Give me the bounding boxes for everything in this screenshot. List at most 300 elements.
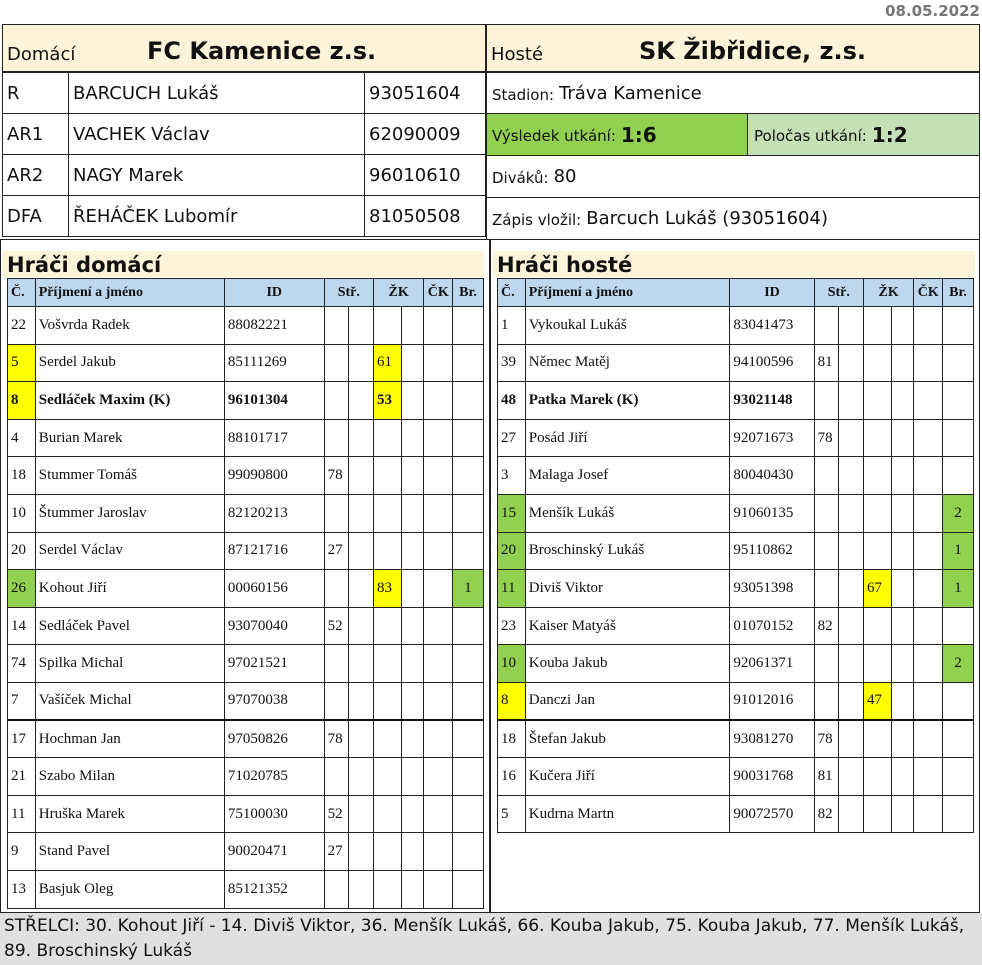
goals-count (453, 795, 484, 833)
red-card-minute (424, 645, 453, 683)
players-header-row (8, 279, 484, 307)
player-row (8, 607, 484, 645)
player-number: 14 (8, 607, 36, 645)
yellow-card-minute (863, 382, 891, 420)
player-id: 97021521 (224, 645, 324, 683)
player-row (8, 494, 484, 532)
player-id: 90020471 (224, 833, 324, 871)
substitution-minute: 82 (814, 795, 839, 833)
substitution-extra (349, 682, 374, 720)
substitution-minute: 81 (814, 758, 839, 796)
red-card-minute (424, 532, 453, 570)
substitution-minute: 78 (324, 457, 349, 495)
yellow-card-extra (401, 457, 424, 495)
player-row (498, 758, 974, 796)
player-name: Hruška Marek (35, 795, 224, 833)
substitution-extra (349, 457, 374, 495)
player-number: 22 (8, 307, 36, 345)
goals-count (453, 494, 484, 532)
player-name: Stand Pavel (35, 833, 224, 871)
player-id: 82120213 (224, 494, 324, 532)
result-row (486, 114, 980, 156)
goals-count (943, 344, 974, 382)
goals-count (453, 720, 484, 758)
red-card-minute (424, 457, 453, 495)
player-name: Kouba Jakub (525, 645, 730, 683)
column-header: ČK (914, 279, 943, 307)
player-number: 26 (8, 570, 36, 608)
player-id: 97070038 (224, 682, 324, 720)
player-name: Sedláček Maxim (K) (35, 382, 224, 420)
stadium-value: Tráva Kamenice (559, 82, 702, 104)
substitution-extra (349, 344, 374, 382)
player-number: 1 (498, 307, 526, 345)
goals-count (453, 645, 484, 683)
substitution-extra (839, 720, 864, 758)
substitution-extra (349, 607, 374, 645)
yellow-card-extra (401, 494, 424, 532)
player-row (498, 645, 974, 683)
yellow-card-minute (863, 758, 891, 796)
column-header: ČK (424, 279, 453, 307)
red-card-minute (914, 382, 943, 420)
player-number: 10 (8, 494, 36, 532)
yellow-card-minute (373, 307, 401, 345)
yellow-card-minute (863, 457, 891, 495)
away-players-table (497, 278, 974, 833)
goals-count (943, 758, 974, 796)
substitution-extra (839, 645, 864, 683)
stadium-row (486, 72, 980, 114)
yellow-card-extra (401, 758, 424, 796)
player-name: Štefan Jakub (525, 720, 730, 758)
yellow-card-minute (863, 344, 891, 382)
substitution-extra (349, 382, 374, 420)
substitution-extra (839, 494, 864, 532)
yellow-card-extra (401, 645, 424, 683)
player-id: 90031768 (730, 758, 814, 796)
player-number: 20 (8, 532, 36, 570)
home-players-title: Hráči domácí (3, 251, 484, 277)
official-name: ŘEHÁČEK Lubomír (69, 196, 365, 237)
yellow-card-minute: 83 (373, 570, 401, 608)
player-number: 48 (498, 382, 526, 420)
home-team-name: FC Kamenice z.s. (147, 37, 377, 65)
result-cell (487, 114, 748, 155)
home-team-header (2, 24, 486, 72)
official-name: BARCUCH Lukáš (69, 73, 365, 114)
player-number: 18 (8, 457, 36, 495)
goals-count (943, 419, 974, 457)
substitution-extra (839, 682, 864, 720)
player-id: 92071673 (730, 419, 814, 457)
goals-count (943, 795, 974, 833)
substitution-extra (349, 720, 374, 758)
red-card-minute (424, 870, 453, 908)
yellow-card-extra (891, 307, 914, 345)
column-header: ID (224, 279, 324, 307)
officials-table (2, 72, 486, 237)
red-card-minute (914, 607, 943, 645)
yellow-card-extra (891, 382, 914, 420)
player-name: Hochman Jan (35, 720, 224, 758)
player-id: 93081270 (730, 720, 814, 758)
official-id: 81050508 (365, 196, 486, 237)
player-name: Serdel Jakub (35, 344, 224, 382)
substitution-minute: 82 (814, 607, 839, 645)
column-header: Příjmení a jméno (525, 279, 730, 307)
player-name: Kaiser Matyáš (525, 607, 730, 645)
player-name: Patka Marek (K) (525, 382, 730, 420)
substitution-minute: 52 (324, 607, 349, 645)
player-row (8, 382, 484, 420)
substitution-minute (324, 682, 349, 720)
yellow-card-extra (401, 419, 424, 457)
player-id: 75100030 (224, 795, 324, 833)
yellow-card-extra (891, 720, 914, 758)
red-card-minute (914, 758, 943, 796)
player-number: 20 (498, 532, 526, 570)
yellow-card-extra (891, 419, 914, 457)
player-row (498, 795, 974, 833)
substitution-minute (814, 570, 839, 608)
substitution-extra (349, 870, 374, 908)
player-id: 01070152 (730, 607, 814, 645)
player-row (8, 570, 484, 608)
player-row (498, 720, 974, 758)
yellow-card-minute (373, 795, 401, 833)
goals-count (453, 382, 484, 420)
red-card-minute (914, 795, 943, 833)
column-header: Č. (498, 279, 526, 307)
home-label: Domácí (7, 43, 76, 65)
goals-count: 1 (453, 570, 484, 608)
goals-count: 1 (943, 532, 974, 570)
substitution-extra (839, 419, 864, 457)
player-name: Basjuk Oleg (35, 870, 224, 908)
player-row (8, 457, 484, 495)
substitution-minute (324, 382, 349, 420)
yellow-card-minute (863, 307, 891, 345)
player-number: 39 (498, 344, 526, 382)
yellow-card-extra (891, 494, 914, 532)
yellow-card-extra (401, 344, 424, 382)
yellow-card-extra (401, 570, 424, 608)
yellow-card-extra (891, 682, 914, 720)
substitution-minute: 78 (814, 720, 839, 758)
official-role: R (3, 73, 69, 114)
goals-count (453, 532, 484, 570)
red-card-minute (424, 494, 453, 532)
official-role: AR1 (3, 114, 69, 155)
yellow-card-minute (373, 607, 401, 645)
player-id: 80040430 (730, 457, 814, 495)
goals-count (943, 307, 974, 345)
match-date: 08.05.2022 (885, 2, 980, 20)
red-card-minute (914, 307, 943, 345)
substitution-minute (814, 532, 839, 570)
official-row (3, 196, 486, 237)
substitution-minute (324, 758, 349, 796)
player-name: Štummer Jaroslav (35, 494, 224, 532)
yellow-card-minute (863, 645, 891, 683)
player-number: 5 (498, 795, 526, 833)
player-number: 18 (498, 720, 526, 758)
red-card-minute (914, 494, 943, 532)
player-name: Kudrna Martn (525, 795, 730, 833)
spectators-label: Diváků: (492, 169, 549, 187)
player-id: 88101717 (224, 419, 324, 457)
player-name: Broschinský Lukáš (525, 532, 730, 570)
player-row (498, 344, 974, 382)
player-row (8, 682, 484, 720)
yellow-card-minute (863, 419, 891, 457)
player-name: Diviš Viktor (525, 570, 730, 608)
yellow-card-extra (401, 682, 424, 720)
column-header: ŽK (373, 279, 423, 307)
substitution-minute (814, 382, 839, 420)
yellow-card-minute (373, 494, 401, 532)
player-number: 4 (8, 419, 36, 457)
player-name: Stummer Tomáš (35, 457, 224, 495)
scorers-line: STŘELCI: 30. Kohout Jiří - 14. Diviš Viktor, 36. Menšík Lukáš, 66. Kouba Jakub, 75. Kouba Jakub, 77. Menšík Lukáš, 89. Broschinský Lukáš (0, 913, 982, 965)
player-row (498, 307, 974, 345)
red-card-minute (424, 307, 453, 345)
players-header-row (498, 279, 974, 307)
goals-count (453, 457, 484, 495)
yellow-card-extra (891, 795, 914, 833)
official-id: 96010610 (365, 155, 486, 196)
substitution-extra (839, 758, 864, 796)
substitution-extra (839, 795, 864, 833)
player-number: 17 (8, 720, 36, 758)
yellow-card-extra (401, 382, 424, 420)
player-number: 5 (8, 344, 36, 382)
official-row (3, 155, 486, 196)
yellow-card-minute (373, 682, 401, 720)
goals-count: 1 (943, 570, 974, 608)
player-name: Danczi Jan (525, 682, 730, 720)
red-card-minute (424, 382, 453, 420)
yellow-card-minute (863, 607, 891, 645)
player-id: 90072570 (730, 795, 814, 833)
column-header: Br. (943, 279, 974, 307)
yellow-card-minute: 67 (863, 570, 891, 608)
player-row (8, 758, 484, 796)
goals-count (943, 382, 974, 420)
yellow-card-extra (401, 833, 424, 871)
official-role: AR2 (3, 155, 69, 196)
red-card-minute (914, 682, 943, 720)
substitution-extra (349, 494, 374, 532)
goals-count (943, 720, 974, 758)
substitution-extra (349, 833, 374, 871)
official-name: VACHEK Václav (69, 114, 365, 155)
player-number: 10 (498, 645, 526, 683)
red-card-minute (914, 457, 943, 495)
player-row (8, 645, 484, 683)
yellow-card-minute: 53 (373, 382, 401, 420)
yellow-card-minute (373, 532, 401, 570)
player-name: Malaga Josef (525, 457, 730, 495)
substitution-minute (814, 645, 839, 683)
player-number: 3 (498, 457, 526, 495)
goals-count (453, 870, 484, 908)
half-label: Poločas utkání: (754, 127, 867, 145)
player-row (498, 532, 974, 570)
substitution-extra (839, 457, 864, 495)
player-name: Menšík Lukáš (525, 494, 730, 532)
yellow-card-extra (891, 532, 914, 570)
player-number: 15 (498, 494, 526, 532)
column-header: Stř. (814, 279, 863, 307)
substitution-minute (324, 419, 349, 457)
player-name: Němec Matěj (525, 344, 730, 382)
goals-count (453, 344, 484, 382)
away-label: Hosté (491, 43, 544, 65)
red-card-minute (424, 570, 453, 608)
player-name: Posád Jiří (525, 419, 730, 457)
yellow-card-extra (891, 607, 914, 645)
substitution-extra (349, 795, 374, 833)
yellow-card-minute (373, 419, 401, 457)
substitution-minute: 78 (324, 720, 349, 758)
player-id: 92061371 (730, 645, 814, 683)
player-id: 99090800 (224, 457, 324, 495)
yellow-card-extra (401, 532, 424, 570)
player-name: Vošvrda Radek (35, 307, 224, 345)
substitution-minute (324, 494, 349, 532)
player-id: 85111269 (224, 344, 324, 382)
official-id: 93051604 (365, 73, 486, 114)
column-header: ID (730, 279, 814, 307)
goals-count (453, 307, 484, 345)
substitution-extra (349, 758, 374, 796)
substitution-extra (839, 570, 864, 608)
red-card-minute (424, 682, 453, 720)
goals-count (943, 607, 974, 645)
yellow-card-minute (863, 532, 891, 570)
substitution-extra (349, 419, 374, 457)
substitution-extra (839, 607, 864, 645)
player-id: 00060156 (224, 570, 324, 608)
official-role: DFA (3, 196, 69, 237)
player-number: 7 (8, 682, 36, 720)
player-row (8, 532, 484, 570)
yellow-card-extra (891, 645, 914, 683)
goals-count: 2 (943, 494, 974, 532)
substitution-minute (324, 307, 349, 345)
player-number: 74 (8, 645, 36, 683)
goals-count (453, 833, 484, 871)
entered-row (486, 198, 980, 240)
spectators-row (486, 156, 980, 198)
player-row (498, 607, 974, 645)
player-name: Vašíček Michal (35, 682, 224, 720)
yellow-card-minute (373, 645, 401, 683)
player-name: Burian Marek (35, 419, 224, 457)
player-number: 23 (498, 607, 526, 645)
substitution-minute: 81 (814, 344, 839, 382)
player-id: 87121716 (224, 532, 324, 570)
player-number: 21 (8, 758, 36, 796)
player-id: 88082221 (224, 307, 324, 345)
red-card-minute (424, 720, 453, 758)
goals-count (453, 419, 484, 457)
player-number: 8 (498, 682, 526, 720)
player-name: Sedláček Pavel (35, 607, 224, 645)
player-id: 95110862 (730, 532, 814, 570)
column-header: Br. (453, 279, 484, 307)
player-number: 16 (498, 758, 526, 796)
goals-count: 2 (943, 645, 974, 683)
yellow-card-extra (401, 307, 424, 345)
goals-count (453, 682, 484, 720)
yellow-card-minute: 47 (863, 682, 891, 720)
entered-label: Zápis vložil: (492, 211, 582, 229)
yellow-card-extra (891, 344, 914, 382)
column-header: Stř. (324, 279, 373, 307)
player-id: 93051398 (730, 570, 814, 608)
player-number: 9 (8, 833, 36, 871)
red-card-minute (424, 419, 453, 457)
red-card-minute (424, 344, 453, 382)
yellow-card-minute (863, 494, 891, 532)
home-players-table (7, 278, 484, 909)
player-row (498, 682, 974, 720)
goals-count (943, 682, 974, 720)
yellow-card-minute (373, 870, 401, 908)
player-name: Serdel Václav (35, 532, 224, 570)
player-row (8, 720, 484, 758)
player-id: 93021148 (730, 382, 814, 420)
substitution-extra (349, 570, 374, 608)
player-row (498, 419, 974, 457)
official-name: NAGY Marek (69, 155, 365, 196)
player-row (8, 833, 484, 871)
red-card-minute (914, 344, 943, 382)
player-id: 83041473 (730, 307, 814, 345)
player-id: 94100596 (730, 344, 814, 382)
official-id: 62090009 (365, 114, 486, 155)
player-row (498, 382, 974, 420)
substitution-extra (839, 307, 864, 345)
player-row (8, 419, 484, 457)
yellow-card-minute (373, 758, 401, 796)
substitution-minute (814, 682, 839, 720)
red-card-minute (424, 607, 453, 645)
red-card-minute (914, 720, 943, 758)
player-row (498, 494, 974, 532)
goals-count (943, 457, 974, 495)
spectators-value: 80 (553, 166, 577, 187)
yellow-card-extra (401, 870, 424, 908)
away-team-name: SK Žibřidice, z.s. (639, 37, 866, 65)
substitution-extra (839, 344, 864, 382)
substitution-minute: 27 (324, 532, 349, 570)
red-card-minute (424, 795, 453, 833)
column-header: Příjmení a jméno (35, 279, 224, 307)
substitution-extra (349, 645, 374, 683)
player-name: Kučera Jiří (525, 758, 730, 796)
substitution-minute: 52 (324, 795, 349, 833)
red-card-minute (914, 532, 943, 570)
substitution-minute (814, 494, 839, 532)
result-value: 1:6 (620, 122, 657, 147)
substitution-extra (349, 532, 374, 570)
half-cell (748, 114, 979, 155)
match-info (486, 72, 980, 240)
